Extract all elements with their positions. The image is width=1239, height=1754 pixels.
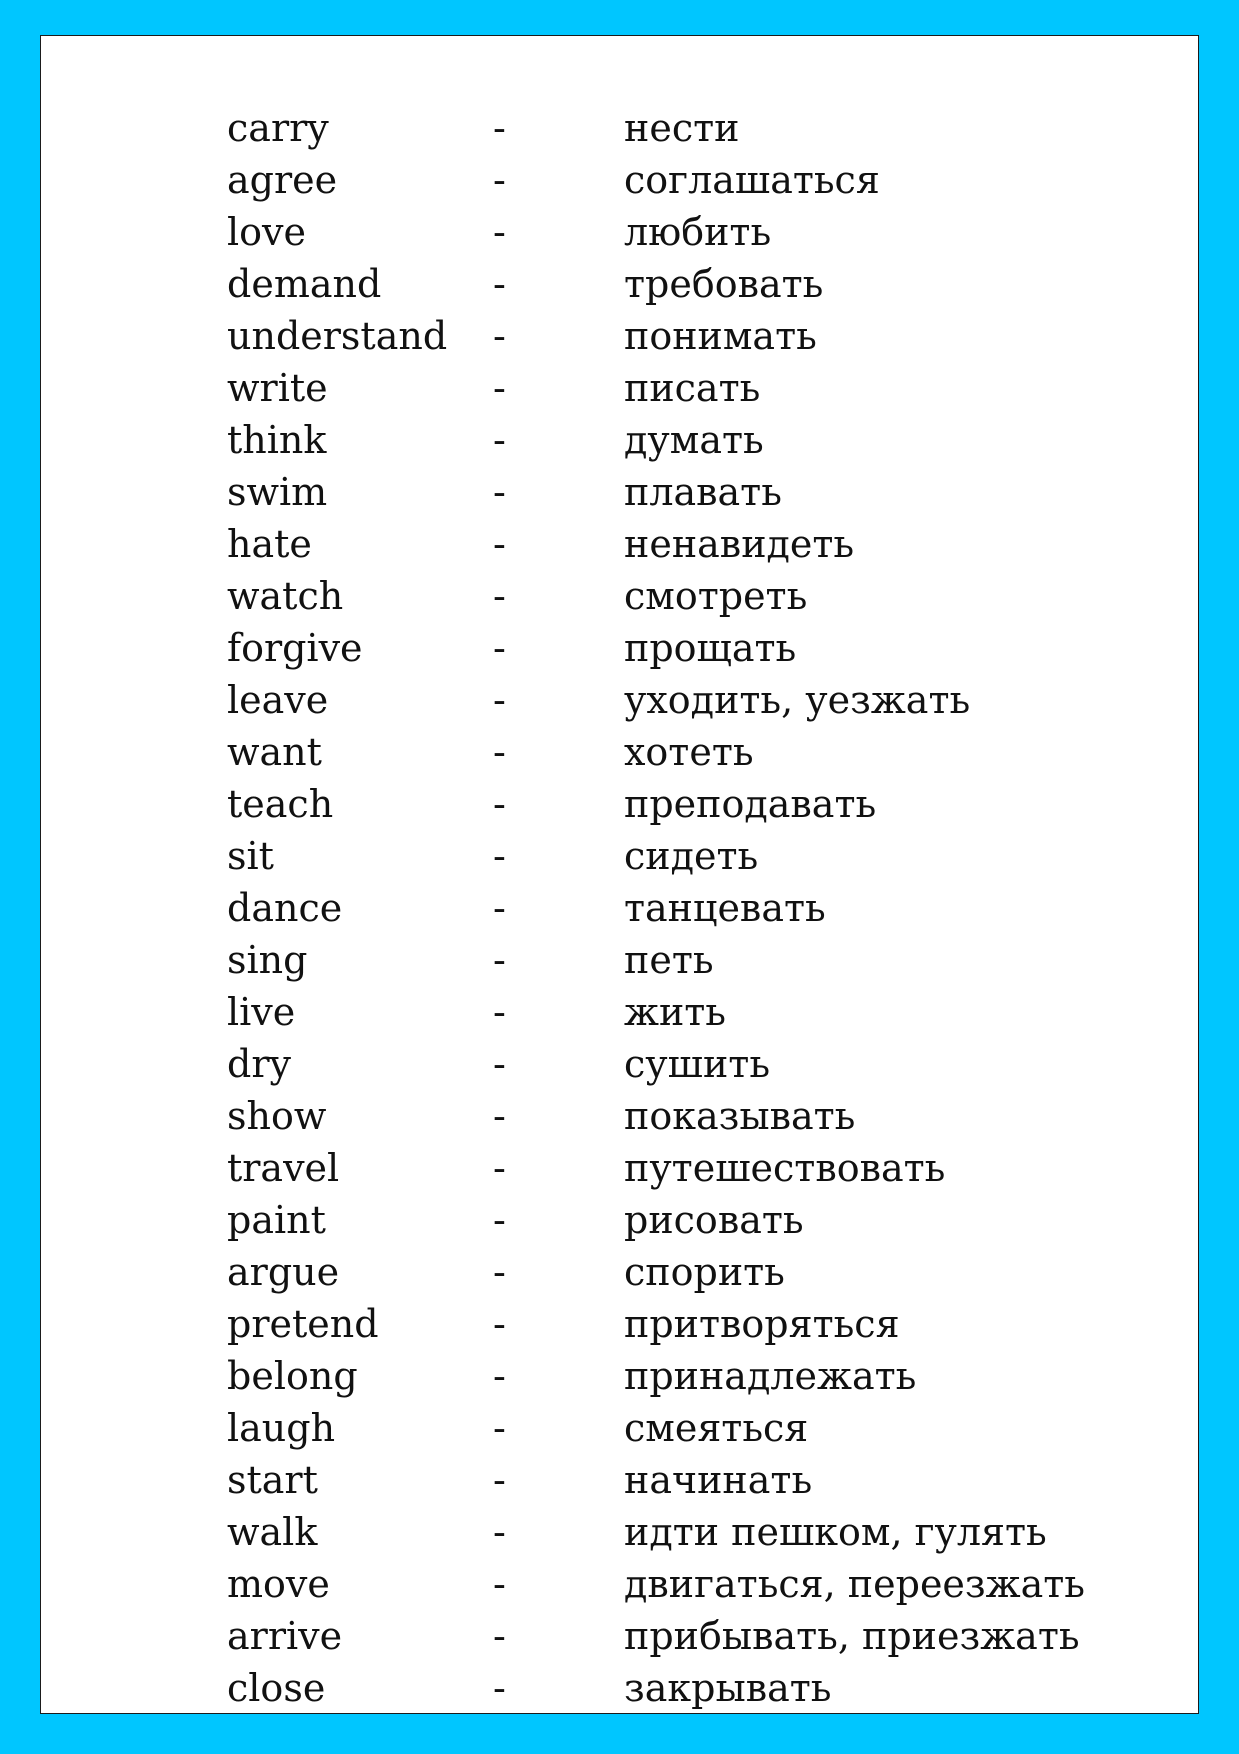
vocab-row — [227, 934, 1167, 986]
russian-translation: смотреть — [624, 574, 808, 618]
russian-translation: петь — [624, 938, 714, 982]
vocab-row — [227, 1402, 1167, 1454]
separator-dash: - — [493, 1354, 506, 1398]
russian-translation: смеяться — [624, 1406, 809, 1450]
russian-translation: писать — [624, 366, 761, 410]
separator-dash: - — [493, 886, 506, 930]
russian-translation: преподавать — [624, 782, 877, 826]
english-word: start — [227, 1458, 318, 1502]
word-list — [227, 102, 1167, 1714]
vocab-row — [227, 1090, 1167, 1142]
vocab-row — [227, 1506, 1167, 1558]
separator-dash: - — [493, 522, 506, 566]
vocab-row — [227, 258, 1167, 310]
separator-dash: - — [493, 1094, 506, 1138]
vocab-row — [227, 674, 1167, 726]
russian-translation: танцевать — [624, 886, 826, 930]
english-word: agree — [227, 158, 338, 202]
separator-dash: - — [493, 262, 506, 306]
russian-translation: начинать — [624, 1458, 813, 1502]
vocab-row — [227, 466, 1167, 518]
separator-dash: - — [493, 678, 506, 722]
english-word: swim — [227, 470, 328, 514]
separator-dash: - — [493, 574, 506, 618]
russian-translation: хотеть — [624, 730, 754, 774]
vocab-row — [227, 1662, 1167, 1714]
english-word: close — [227, 1666, 326, 1710]
vocabulary-sheet — [40, 35, 1199, 1714]
separator-dash: - — [493, 1614, 506, 1658]
english-word: carry — [227, 106, 329, 150]
separator-dash: - — [493, 1562, 506, 1606]
english-word: laugh — [227, 1406, 336, 1450]
separator-dash: - — [493, 730, 506, 774]
russian-translation: притворяться — [624, 1302, 900, 1346]
english-word: love — [227, 210, 306, 254]
vocab-row — [227, 1246, 1167, 1298]
english-word: watch — [227, 574, 344, 618]
separator-dash: - — [493, 418, 506, 462]
separator-dash: - — [493, 938, 506, 982]
separator-dash: - — [493, 1250, 506, 1294]
english-word: dry — [227, 1042, 291, 1086]
english-word: hate — [227, 522, 312, 566]
english-word: show — [227, 1094, 327, 1138]
russian-translation: путешествовать — [624, 1146, 946, 1190]
russian-translation: сушить — [624, 1042, 771, 1086]
russian-translation: ненавидеть — [624, 522, 855, 566]
separator-dash: - — [493, 1146, 506, 1190]
english-word: pretend — [227, 1302, 379, 1346]
russian-translation: жить — [624, 990, 726, 1034]
english-word: demand — [227, 262, 382, 306]
english-word: sit — [227, 834, 274, 878]
vocab-row — [227, 154, 1167, 206]
english-word: forgive — [227, 626, 363, 670]
vocab-row — [227, 1298, 1167, 1350]
russian-translation: понимать — [624, 314, 817, 358]
english-word: leave — [227, 678, 329, 722]
english-word: understand — [227, 314, 448, 358]
vocab-row — [227, 882, 1167, 934]
separator-dash: - — [493, 834, 506, 878]
english-word: paint — [227, 1198, 326, 1242]
russian-translation: показывать — [624, 1094, 856, 1138]
separator-dash: - — [493, 1510, 506, 1554]
english-word: walk — [227, 1510, 318, 1554]
vocab-row — [227, 102, 1167, 154]
separator-dash: - — [493, 366, 506, 410]
english-word: write — [227, 366, 328, 410]
russian-translation: уходить, уезжать — [624, 678, 971, 722]
vocab-row — [227, 1038, 1167, 1090]
separator-dash: - — [493, 990, 506, 1034]
separator-dash: - — [493, 314, 506, 358]
russian-translation: прибывать, приезжать — [624, 1614, 1080, 1658]
separator-dash: - — [493, 1302, 506, 1346]
vocab-row — [227, 778, 1167, 830]
vocab-row — [227, 362, 1167, 414]
english-word: dance — [227, 886, 343, 930]
vocab-row — [227, 1350, 1167, 1402]
vocab-row — [227, 206, 1167, 258]
separator-dash: - — [493, 782, 506, 826]
english-word: think — [227, 418, 327, 462]
russian-translation: любить — [624, 210, 772, 254]
separator-dash: - — [493, 1458, 506, 1502]
vocab-row — [227, 1454, 1167, 1506]
vocab-row — [227, 310, 1167, 362]
russian-translation: сидеть — [624, 834, 759, 878]
separator-dash: - — [493, 1406, 506, 1450]
russian-translation: закрывать — [624, 1666, 832, 1710]
english-word: arrive — [227, 1614, 343, 1658]
russian-translation: принадлежать — [624, 1354, 917, 1398]
english-word: belong — [227, 1354, 358, 1398]
separator-dash: - — [493, 106, 506, 150]
russian-translation: соглашаться — [624, 158, 880, 202]
vocab-row — [227, 518, 1167, 570]
separator-dash: - — [493, 470, 506, 514]
vocab-row — [227, 414, 1167, 466]
separator-dash: - — [493, 1666, 506, 1710]
russian-translation: требовать — [624, 262, 824, 306]
vocab-row — [227, 726, 1167, 778]
vocab-row — [227, 830, 1167, 882]
russian-translation: двигаться, переезжать — [624, 1562, 1085, 1606]
vocab-row — [227, 1142, 1167, 1194]
russian-translation: плавать — [624, 470, 782, 514]
vocab-row — [227, 986, 1167, 1038]
english-word: argue — [227, 1250, 340, 1294]
russian-translation: спорить — [624, 1250, 785, 1294]
english-word: travel — [227, 1146, 340, 1190]
english-word: want — [227, 730, 322, 774]
separator-dash: - — [493, 1198, 506, 1242]
russian-translation: думать — [624, 418, 764, 462]
separator-dash: - — [493, 158, 506, 202]
vocab-row — [227, 622, 1167, 674]
separator-dash: - — [493, 1042, 506, 1086]
vocab-row — [227, 1194, 1167, 1246]
russian-translation: прощать — [624, 626, 797, 670]
vocab-row — [227, 1610, 1167, 1662]
vocab-row — [227, 1558, 1167, 1610]
english-word: move — [227, 1562, 330, 1606]
vocab-row — [227, 570, 1167, 622]
english-word: live — [227, 990, 296, 1034]
russian-translation: рисовать — [624, 1198, 804, 1242]
english-word: teach — [227, 782, 334, 826]
russian-translation: идти пешком, гулять — [624, 1510, 1047, 1554]
russian-translation: нести — [624, 106, 740, 150]
english-word: sing — [227, 938, 308, 982]
separator-dash: - — [493, 626, 506, 670]
separator-dash: - — [493, 210, 506, 254]
